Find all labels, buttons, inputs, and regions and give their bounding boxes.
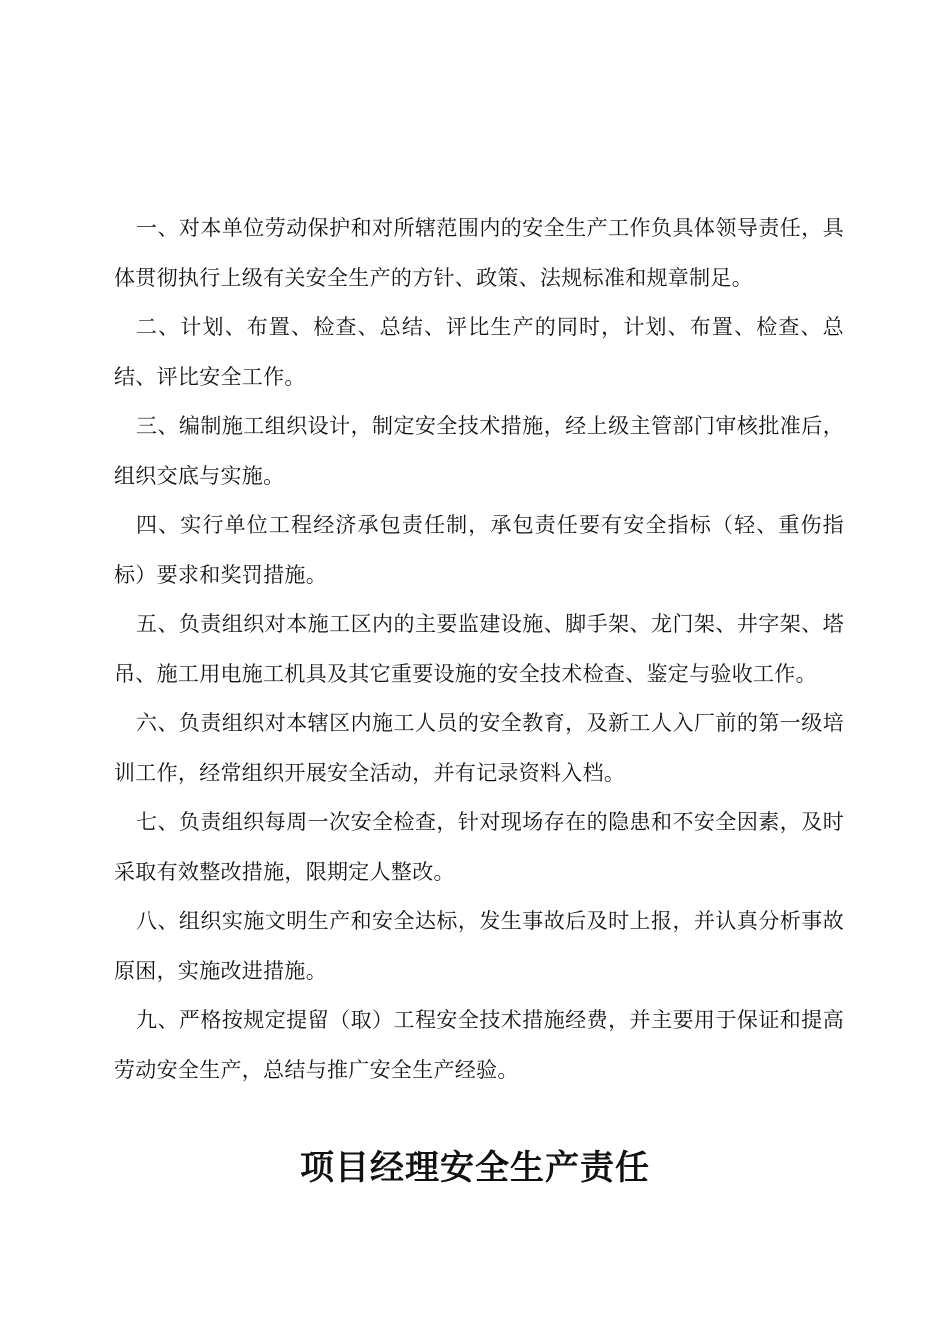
- paragraph-6: 六、负责组织对本辖区内施工人员的安全教育，及新工人入厂前的第一级培训工作，经常组织开展安全活动，并有记录资料入档。: [114, 711, 844, 785]
- paragraph-1: 一、对本单位劳动保护和对所辖范围内的安全生产工作负具体领导责任，具体贯彻执行上级有关安全生产的方针、政策、法规标准和规章制足。: [114, 216, 844, 290]
- document-body: [114, 204, 844, 1095]
- paragraph-3: 三、编制施工组织设计，制定安全技术措施，经上级主管部门审核批准后，组织交底与实施。: [114, 414, 844, 488]
- section-heading: 项目经理安全生产责任: [300, 1148, 650, 1188]
- paragraph-5: 五、负责组织对本施工区内的主要监建设施、脚手架、龙门架、井字架、塔吊、施工用电施工机具及其它重要设施的安全技术检查、鉴定与验收工作。: [114, 612, 844, 686]
- paragraph-9: 九、严格按规定提留（取）工程安全技术措施经费，并主要用于保证和提高劳动安全生产，总结与推广安全生产经验。: [114, 1008, 844, 1082]
- paragraph-8: 八、组织实施文明生产和安全达标，发生事故后及时上报，并认真分析事故原困，实施改进措施。: [114, 909, 844, 983]
- paragraph-4: 四、实行单位工程经济承包责任制，承包责任要有安全指标（轻、重伤指标）要求和奖罚措施。: [114, 513, 844, 587]
- paragraph-7: 七、负责组织每周一次安全检查，针对现场存在的隐患和不安全因素，及时采取有效整改措施，限期定人整改。: [114, 810, 844, 884]
- paragraph-2: 二、计划、布置、检查、总结、评比生产的同时，计划、布置、检查、总结、评比安全工作。: [114, 315, 844, 389]
